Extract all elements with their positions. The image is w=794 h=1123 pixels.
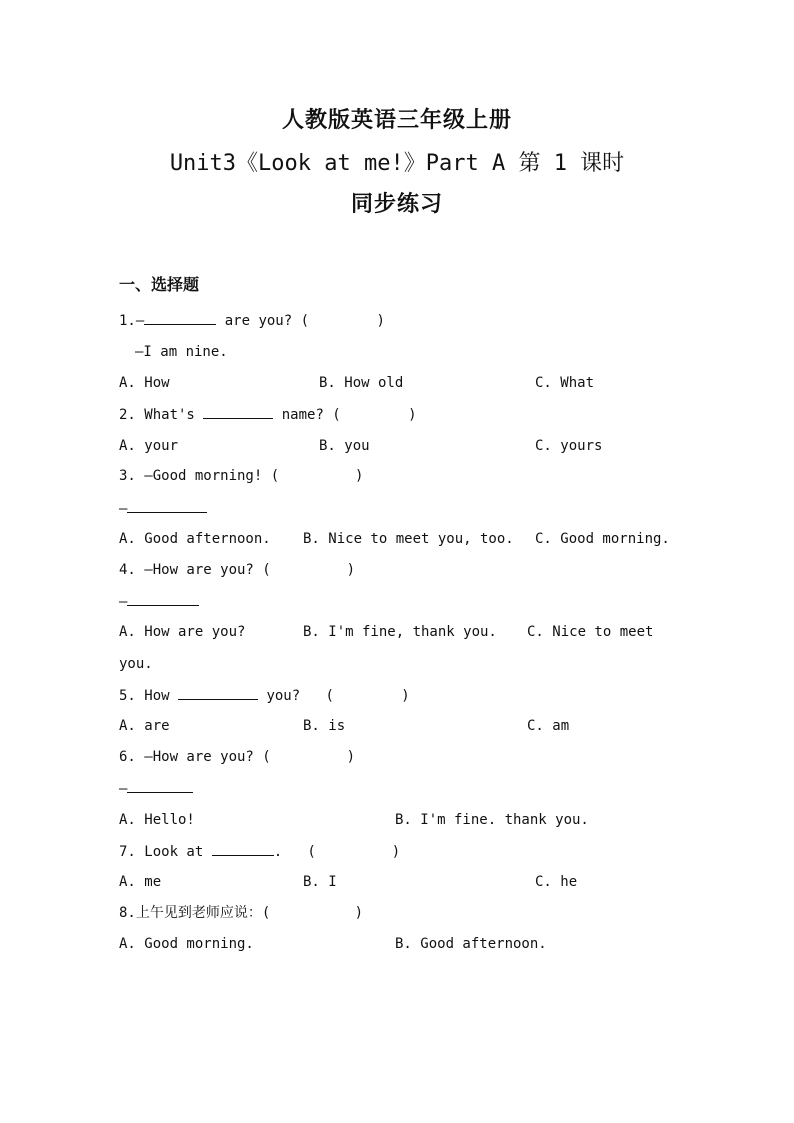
question-6: 6. —How are you? ( ) [119,749,356,765]
question-8: 8.上午见到老师应说：( ) [119,905,364,921]
option-c[interactable]: C. Nice to meet [527,624,654,640]
document-subtitle: Unit3《Look at me!》Part A 第 1 课时 [169,151,625,176]
answer-line: — [119,778,193,799]
answer-blank[interactable] [212,841,274,856]
answer-blank[interactable] [127,591,199,606]
question-7: 7. Look at . ( ) [119,841,400,862]
answer-blank[interactable] [127,778,193,793]
option-c[interactable]: C. What [535,375,595,391]
option-a[interactable]: A. your [119,438,179,454]
option-b[interactable]: B. I [303,874,337,890]
option-b[interactable]: B. How old [319,375,404,391]
answer-blank[interactable] [203,404,273,419]
option-c[interactable]: C. am [527,718,570,734]
question-1-reply: —I am nine. [135,344,228,360]
option-a[interactable]: A. Good afternoon. [119,531,271,547]
question-5: 5. How you? ( ) [119,685,410,706]
answer-blank[interactable] [127,498,207,513]
option-a[interactable]: A. Hello! [119,812,195,828]
option-c[interactable]: C. he [535,874,578,890]
option-b[interactable]: B. is [303,718,346,734]
option-a[interactable]: A. Good morning. [119,936,254,952]
option-a[interactable]: A. me [119,874,162,890]
section-title: 一、选择题 [119,275,200,294]
answer-line: — [119,591,199,612]
question-1: 1.— are you? ( ) [119,310,385,331]
option-b[interactable]: B. you [319,438,370,454]
option-a[interactable]: A. are [119,718,170,734]
document-title: 人教版英语三年级上册 [281,107,512,133]
question-2: 2. What's name? ( ) [119,404,417,425]
option-c[interactable]: C. Good morning. [535,531,670,547]
answer-blank[interactable] [144,310,216,325]
answer-line: — [119,498,207,519]
question-4: 4. —How are you? ( ) [119,562,356,578]
option-a[interactable]: A. How are you? [119,624,246,640]
answer-blank[interactable] [178,685,258,700]
document-subtitle-2: 同步练习 [350,191,443,217]
question-3: 3. —Good morning! ( ) [119,468,364,484]
option-a[interactable]: A. How [119,375,170,391]
option-b[interactable]: B. I'm fine, thank you. [303,624,497,640]
option-b[interactable]: B. Good afternoon. [395,936,547,952]
option-c[interactable]: C. yours [535,438,603,454]
option-c-continuation: you. [119,656,153,672]
option-b[interactable]: B. I'm fine. thank you. [395,812,589,828]
option-b[interactable]: B. Nice to meet you, too. [303,531,514,547]
